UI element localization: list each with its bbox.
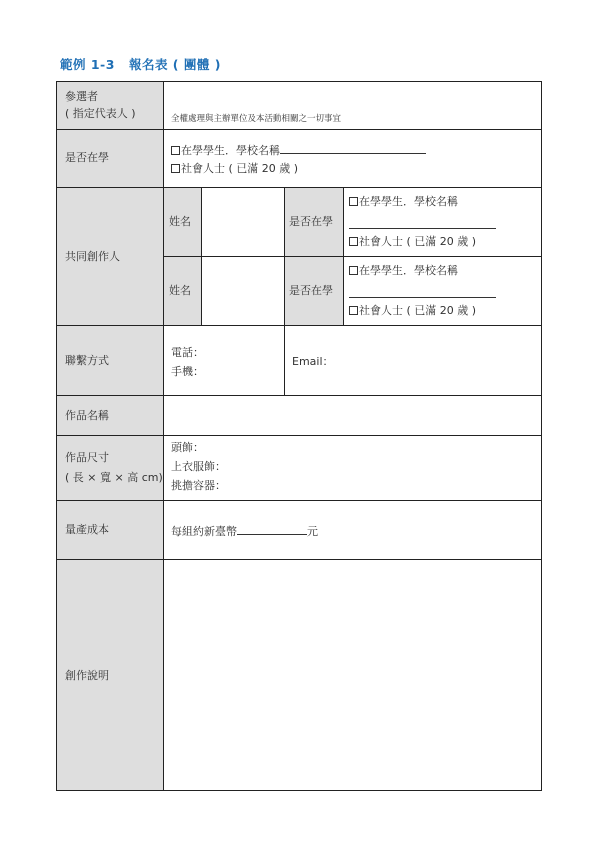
student-option-row: [171, 143, 426, 158]
student-option-label: 在學學生．學校名稱: [181, 144, 280, 157]
public-option-label: 社會人士 ( 已滿 20 歲 ): [181, 162, 299, 175]
co-creator-name-field-1[interactable]: [202, 188, 284, 256]
school-name-field[interactable]: [280, 143, 426, 154]
public-checkbox[interactable]: [171, 164, 180, 173]
work-size-label-line2: ( 長 × 寬 × 高 cm): [65, 471, 163, 484]
representative-label: [65, 90, 136, 121]
work-size-label-line1: 作品尺寸: [65, 451, 109, 464]
top-clothing-label: 上衣服飾：: [171, 460, 226, 473]
description-label: 創作說明: [65, 669, 109, 682]
container-label: 挑擔容器：: [171, 479, 226, 492]
co-creator-student-label-1: 在學學生．學校名稱: [359, 195, 458, 208]
co-creator-student-checkbox-1[interactable]: [349, 197, 358, 206]
headwear-label: 頭飾：: [171, 441, 204, 454]
row-divider: [57, 129, 541, 130]
co-creator-public-checkbox-2[interactable]: [349, 306, 358, 315]
example-number: 範例 1-3: [60, 57, 115, 72]
public-option-row: [171, 162, 298, 176]
work-name-field[interactable]: [164, 396, 541, 435]
co-creator-public-option-2: [349, 304, 476, 318]
col-divider: [343, 187, 344, 325]
co-creator-public-label-1: 社會人士 ( 已滿 20 歲 ): [359, 235, 477, 248]
col-divider: [284, 187, 285, 395]
co-creator-status-label-2: 是否在學: [289, 284, 333, 297]
co-creator-public-option-1: [349, 235, 476, 249]
co-creators-label: 共同創作人: [65, 250, 120, 263]
production-cost-row: [171, 524, 318, 539]
representative-label-line1: 參選者: [65, 90, 98, 103]
cost-amount-field[interactable]: [237, 524, 307, 535]
description-field[interactable]: [164, 560, 541, 790]
co-creator-name-label-2: 姓名: [169, 284, 191, 297]
co-creator-public-checkbox-1[interactable]: [349, 237, 358, 246]
co-creator-student-option-2: [349, 264, 458, 278]
label-column: [57, 82, 164, 790]
mobile-label: 手機：: [171, 365, 204, 378]
row-divider: [57, 435, 541, 436]
work-size-label: [65, 451, 163, 485]
co-creator-status-label-1: 是否在學: [289, 215, 333, 228]
co-creator-student-option-1: [349, 195, 458, 209]
cost-prefix: 每組約新臺幣: [171, 525, 237, 538]
representative-label-line2: ( 指定代表人 ): [65, 107, 136, 120]
co-creator-student-label-2: 在學學生．學校名稱: [359, 264, 458, 277]
cost-suffix: 元: [307, 525, 318, 538]
co-creator-school-field-1[interactable]: [349, 218, 496, 229]
co-creator-name-field-2[interactable]: [202, 257, 284, 325]
registration-form: [56, 81, 542, 791]
co-creator-school-field-2[interactable]: [349, 287, 496, 298]
co-creator-public-label-2: 社會人士 ( 已滿 20 歲 ): [359, 304, 477, 317]
form-title: 報名表 ( 團體 ): [128, 57, 221, 72]
row-divider: [57, 325, 541, 326]
row-divider: [57, 500, 541, 501]
contact-label: 聯繫方式: [65, 354, 109, 367]
student-status-label: 是否在學: [65, 151, 109, 164]
page-heading: [60, 55, 221, 73]
work-name-label: 作品名稱: [65, 409, 109, 422]
co-creator-student-checkbox-2[interactable]: [349, 266, 358, 275]
row-divider: [57, 187, 541, 188]
production-cost-label: 量產成本: [65, 523, 109, 536]
email-label: Email：: [292, 355, 334, 368]
student-checkbox[interactable]: [171, 146, 180, 155]
representative-note: 全權處理與主辦單位及本活動相關之一切事宜: [171, 114, 342, 124]
phone-label: 電話：: [171, 346, 204, 359]
co-creator-name-label-1: 姓名: [169, 215, 191, 228]
